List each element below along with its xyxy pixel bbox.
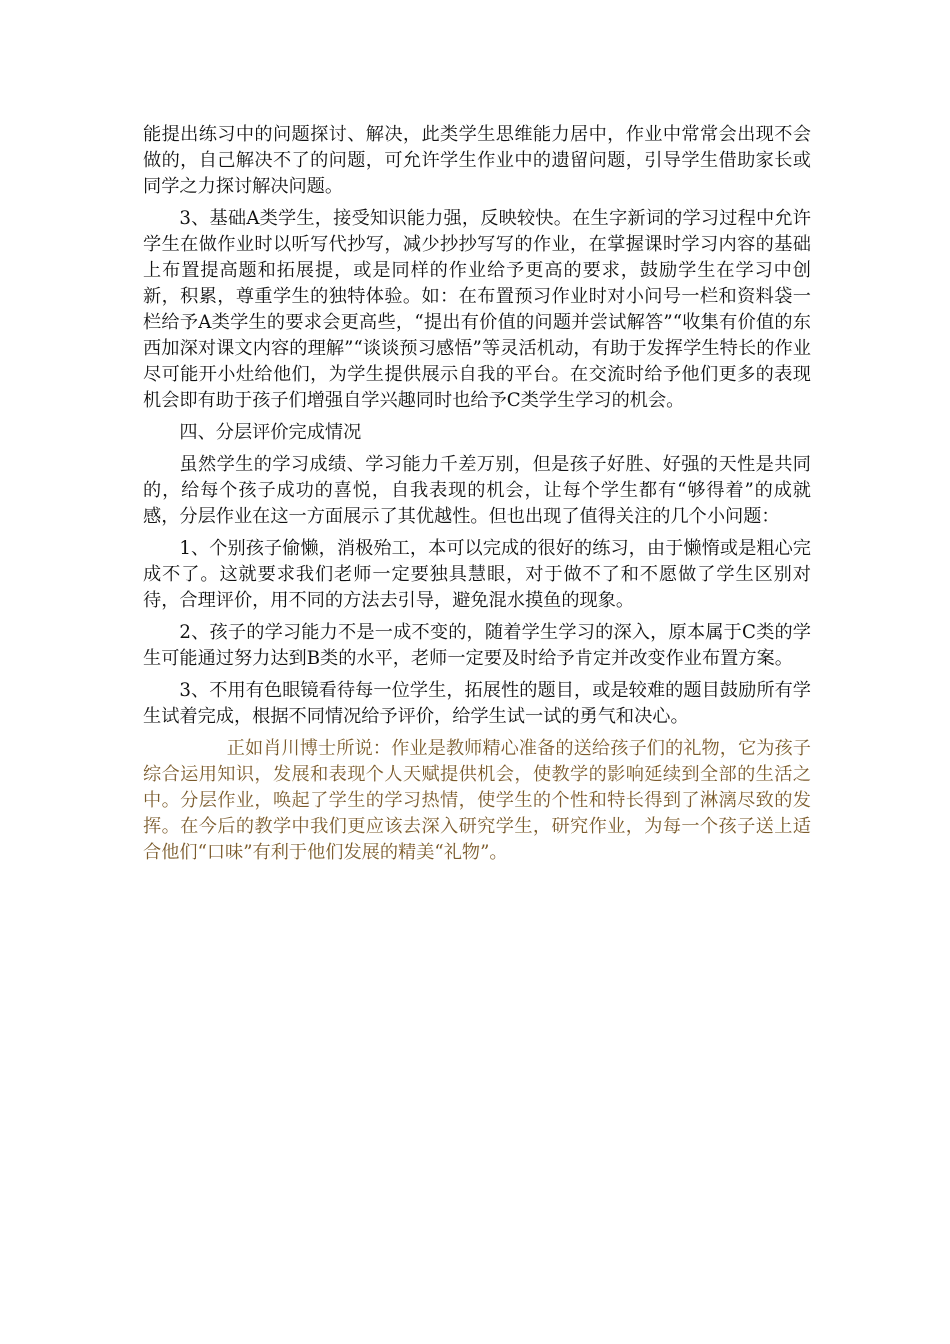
document-page — [143, 122, 811, 884]
problem-paragraph-3: 3、不用有色眼镜看待每一位学生，拓展性的题目，或是较难的题目鼓励所有学生试着完成，根据不同情况给予评价，给学生试一试的勇气和决心。 — [143, 680, 811, 727]
problem-paragraph-2: 2、孩子的学习能力不是一成不变的，随着学生学习的深入，原本属于C类的学生可能通过努力达到B类的水平，老师一定要及时给予肯定并改变作业布置方案。 — [143, 622, 811, 669]
paragraph-item-3: 3、基础A类学生，接受知识能力强，反映较快。在生字新词的学习过程中允许学生在做作业时以听写代抄写，减少抄抄写写的作业，在掌握课时学习内容的基础上布置提高题和拓展提，或是同样的作业给予更高的要求，鼓励学生在学习中创新，积累，尊重学生的独特体验。如：在布置预习作业时对小问号一栏和资料袋一栏给予A类学生的要求会更高些，“提出有价值的问题并尝试解答”“收集有价值的东西加深对课文内容的理解”“谈谈预习感悟”等灵活机动，有助于发挥学生特长的作业尽可能开小灶给他们，为学生提供展示自我的平台。在交流时给予他们更多的表现机会即有助于孩子们增强自学兴趣同时也给予C类学生学习的机会。 — [143, 208, 811, 411]
problem-paragraph-1: 1、个别孩子偷懒，消极殆工，本可以完成的很好的练习，由于懒惰或是粗心完成不了。这就要求我们老师一定要独具慧眼，对于做不了和不愿做了学生区别对待，合理评价，用不同的方法去引导，避免混水摸鱼的现象。 — [143, 538, 811, 611]
closing-paragraph — [143, 736, 811, 866]
paragraph-continuation: 能提出练习中的问题探讨、解决，此类学生思维能力居中，作业中常常会出现不会做的，自己解决不了的问题，可允许学生作业中的遗留问题，引导学生借助家长或同学之力探讨解决问题。 — [143, 124, 811, 197]
closing-text: 正如肖川博士所说：作业是教师精心准备的送给孩子们的礼物，它为孩子综合运用知识，发展和表现个人天赋提供机会，使教学的影响延续到全部的生活之中。分层作业，唤起了学生的学习热情，使学生的个性和特长得到了淋漓尽致的发挥。在今后的教学中我们更应该去深入研究学生，研究作业，为每一个孩子送上适合他们“口味”有利于他们发展的精美“礼物”。 — [143, 738, 811, 863]
section-intro-paragraph: 虽然学生的学习成绩、学习能力千差万别，但是孩子好胜、好强的天性是共同的，给每个孩子成功的喜悦，自我表现的机会，让每个学生都有“够得着”的成就感，分层作业在这一方面展示了其优越性。但也出现了值得关注的几个小问题： — [143, 454, 811, 527]
section-heading: 四、分层评价完成情况 — [179, 422, 362, 443]
